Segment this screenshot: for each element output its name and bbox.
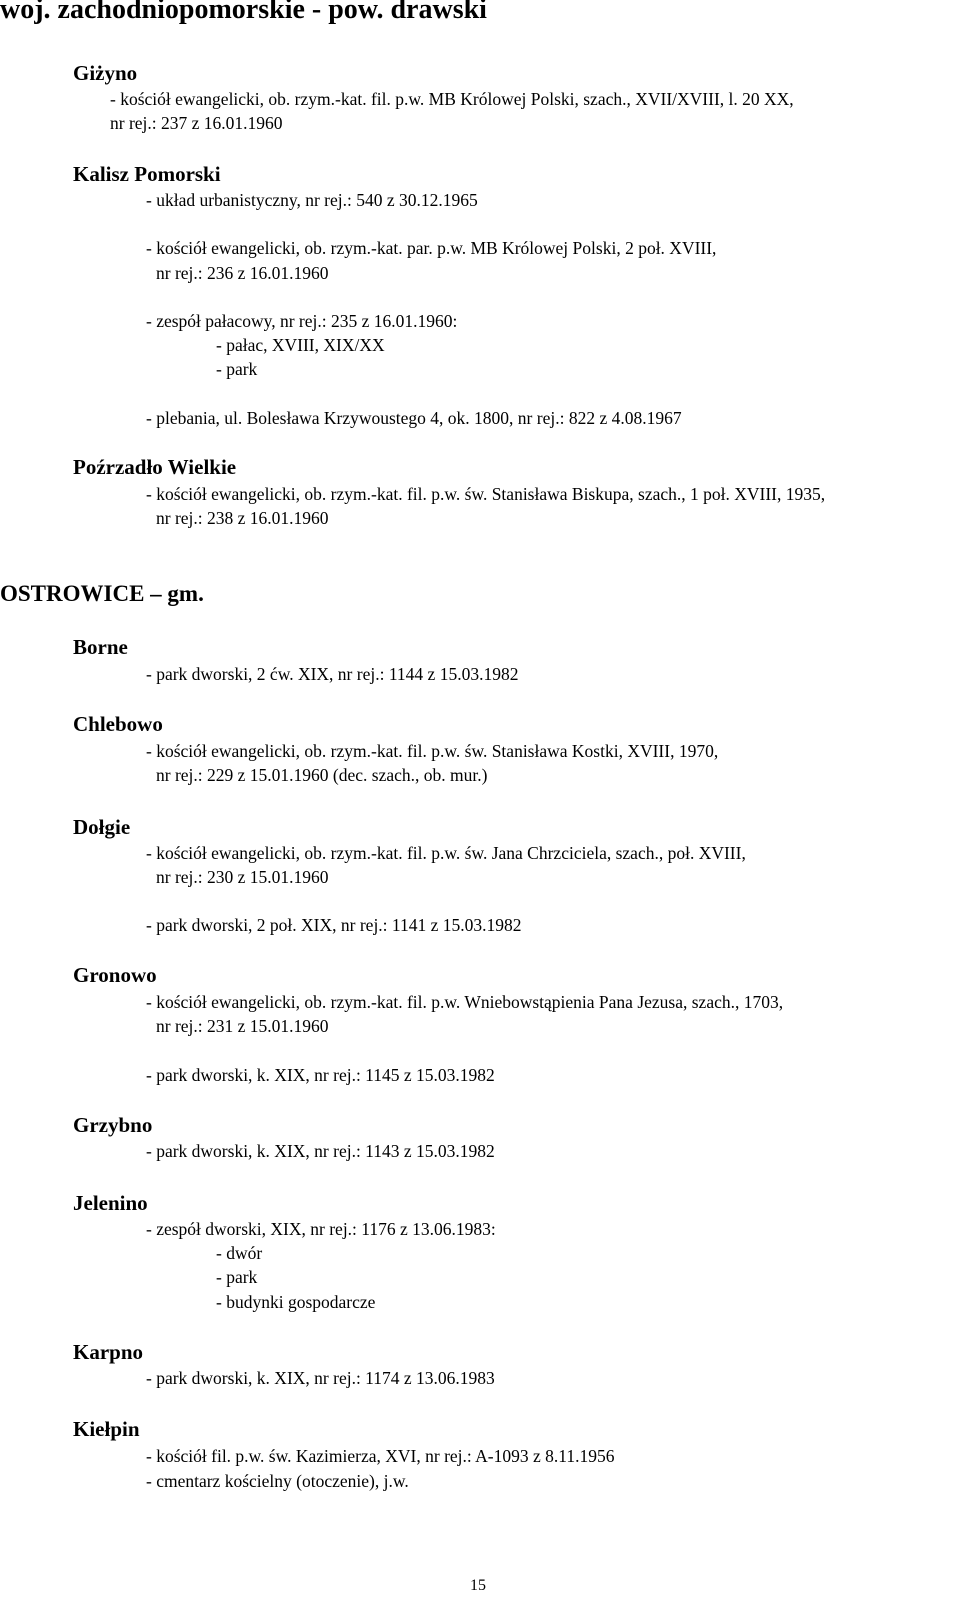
- entry-subline: - budynki gospodarcze: [216, 1292, 376, 1312]
- entry-line: nr rej.: 229 z 15.01.1960 (dec. szach., ob. mur.): [156, 765, 488, 785]
- entry-line: - park dworski, 2 ćw. XIX, nr rej.: 1144 z 15.03.1982: [146, 664, 519, 684]
- entry-line: - kościół fil. p.w. św. Kazimierza, XVI, nr rej.: A-1093 z 8.11.1956: [146, 1446, 615, 1466]
- entry-subline: - park: [216, 1267, 258, 1287]
- entry-line: - cmentarz kościelny (otoczenie), j.w.: [146, 1471, 409, 1491]
- entry-line: - kościół ewangelicki, ob. rzym.-kat. fil. p.w. Wniebowstąpienia Pana Jezusa, szach., 1703,: [146, 992, 784, 1012]
- entry-line: nr rej.: 231 z 15.01.1960: [156, 1016, 329, 1036]
- entry-line: - zespół pałacowy, nr rej.: 235 z 16.01.1960:: [146, 311, 458, 331]
- entry-line: nr rej.: 237 z 16.01.1960: [110, 113, 283, 133]
- entry-subline: - dwór: [216, 1243, 263, 1263]
- region-title: woj. zachodniopomorskie - pow. drawski: [0, 0, 487, 25]
- entry-line: - zespół dworski, XIX, nr rej.: 1176 z 13.06.1983:: [146, 1219, 496, 1239]
- place-heading-gizyno: Giżyno: [73, 61, 138, 85]
- place-heading-kalisz-pomorski: Kalisz Pomorski: [73, 162, 221, 186]
- entry-line: nr rej.: 230 z 15.01.1960: [156, 867, 329, 887]
- entry-line: nr rej.: 238 z 16.01.1960: [156, 508, 329, 528]
- entry-line: - park dworski, 2 poł. XIX, nr rej.: 1141 z 15.03.1982: [146, 915, 522, 935]
- place-heading-kielpin: Kiełpin: [73, 1417, 140, 1441]
- place-heading-jelenino: Jelenino: [73, 1191, 148, 1215]
- place-heading-karpno: Karpno: [73, 1340, 144, 1364]
- entry-line: - park dworski, k. XIX, nr rej.: 1174 z 13.06.1983: [146, 1368, 495, 1388]
- place-heading-pozrzadlo-wielkie: Poźrzadło Wielkie: [73, 455, 237, 479]
- entry-line: - kościół ewangelicki, ob. rzym.-kat. fil. p.w. MB Królowej Polski, szach., XVII/XVIII, l. 20 XX,: [110, 89, 794, 109]
- entry-line: - park dworski, k. XIX, nr rej.: 1143 z 15.03.1982: [146, 1141, 495, 1161]
- entry-line: - kościół ewangelicki, ob. rzym.-kat. fil. p.w. św. Jana Chrzciciela, szach., poł. XVIII,: [146, 843, 746, 863]
- place-heading-chlebowo: Chlebowo: [73, 712, 163, 736]
- place-heading-dolgie: Dołgie: [73, 815, 131, 839]
- entry-line: nr rej.: 236 z 16.01.1960: [156, 263, 329, 283]
- entry-subline: - pałac, XVIII, XIX/XX: [216, 335, 385, 355]
- place-heading-gronowo: Gronowo: [73, 963, 157, 987]
- entry-line: - park dworski, k. XIX, nr rej.: 1145 z 15.03.1982: [146, 1065, 495, 1085]
- place-heading-borne: Borne: [73, 635, 128, 659]
- page-number: 15: [470, 1577, 486, 1594]
- entry-line: - kościół ewangelicki, ob. rzym.-kat. fil. p.w. św. Stanisława Kostki, XVIII, 1970,: [146, 741, 719, 761]
- entry-line: - plebania, ul. Bolesława Krzywoustego 4, ok. 1800, nr rej.: 822 z 4.08.1967: [146, 408, 682, 428]
- entry-subline: - park: [216, 359, 258, 379]
- entry-line: - układ urbanistyczny, nr rej.: 540 z 30.12.1965: [146, 190, 478, 210]
- gmina-title: OSTROWICE – gm.: [0, 581, 204, 606]
- place-heading-grzybno: Grzybno: [73, 1113, 153, 1137]
- entry-line: - kościół ewangelicki, ob. rzym.-kat. par. p.w. MB Królowej Polski, 2 poł. XVIII,: [146, 238, 717, 258]
- entry-line: - kościół ewangelicki, ob. rzym.-kat. fil. p.w. św. Stanisława Biskupa, szach., 1 poł. XVIII, 1935,: [146, 484, 826, 504]
